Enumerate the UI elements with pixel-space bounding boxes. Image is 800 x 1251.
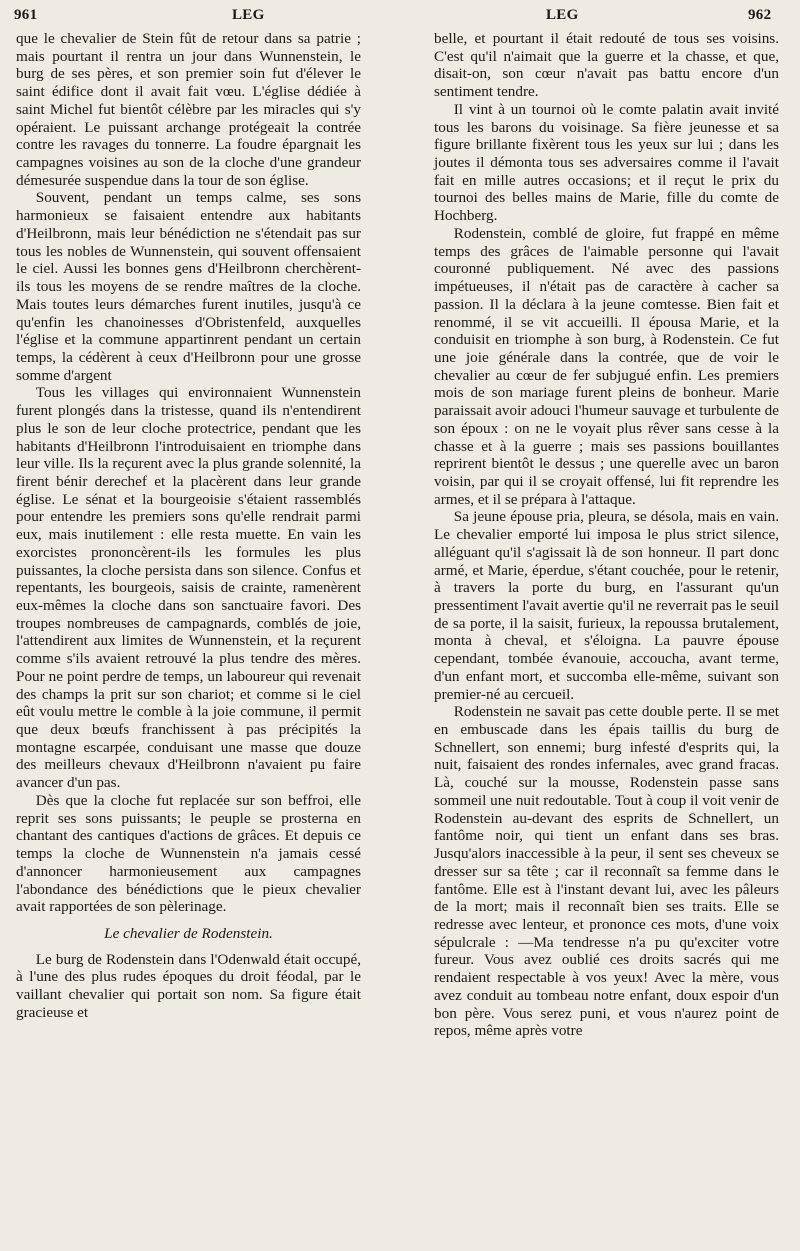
paragraph: Souvent, pendant un temps calme, ses sons harmonieux se faisaient entendre aux habitants d'Heilbronn, mais leur bénédiction ne s'étendait pas sur tous les nobles de Wunnenstein, qui souvent offensaient le ciel. Aussi les bonnes gens d'Heilbronn cherchèrent-ils tous les moyens de se rendre maîtres de la cloche. Mais toutes leurs démarches furent inutiles, jusqu'à ce qu'enfin les chanoinesses d'Obristenfeld, auxquelles l'église et la commune appartinrent pendant un certain temps, la cédèrent à ceux d'Heilbronn pour une grosse somme d'argent: [16, 189, 361, 384]
paragraph: Le burg de Rodenstein dans l'Odenwald était occupé, à l'une des plus rudes époques du droit féodal, par le vaillant chevalier qui portait son nom. Sa figure était gracieuse et: [16, 950, 361, 1021]
left-running-title: LEG: [232, 7, 265, 23]
right-running-title: LEG: [546, 7, 579, 23]
paragraph: Il vint à un tournoi où le comte palatin avait invité tous les barons du voisinage. Sa fière jeunesse et sa figure brillante fixèrent tous les yeux sur lui ; dans les joutes il démonta tous ses adversaires comme il l'avait fait en mille autres occasions; et il reçut le prix du tournoi des belles mains de Marie, fille du comte de Hochberg.: [434, 100, 779, 225]
section-heading: Le chevalier de Rodenstein.: [104, 924, 273, 942]
right-page-number: 962: [748, 7, 772, 23]
page-header: [0, 0, 800, 30]
paragraph: Rodenstein, comblé de gloire, fut frappé en même temps des grâces de l'aimable personne qui l'avait couronné publiquement. Né avec des passions impétueuses, il n'était pas de caractère à cacher sa passion. Il la déclara à la jeune comtesse. Bien fait et renommé, il se vit accueilli. Il épousa Marie, et la conduisit en triomphe à son burg, à Rodenstein. Ce fut une joie générale dans la contrée, que de voir le chevalier au cœur de fer subjugué enfin. Les premiers mois de son mariage furent pleins de bonheur. Marie paraissait avoir adouci l'humeur sauvage et turbulente de son époux : on ne le voyait plus rêver sans cesse à la chasse et à la guerre ; mais ses passions bouillantes reprirent bientôt le dessus ; une querelle avec un baron voisin, par qui il se croyait offensé, lui fit reprendre les armes, et il se prépara à l'attaque.: [434, 224, 779, 508]
paragraph: Tous les villages qui environnaient Wunnenstein furent plongés dans la tristesse, quand ils n'entendirent plus le son de leur cloche protectrice, pendant que les habitants d'Heilbronn l'introduisaient en triomphe dans leur ville. Ils la reçurent avec la plus grande solennité, la firent bénir derechef et la placèrent dans leur grande église. Le sénat et la bourgeoisie s'étaient rassemblés pour entendre les premiers sons qu'elle rendrait parmi eux, mais inutilement : elle resta muette. En vain les exorcistes prononcèrent-ils les formules les plus puissantes, la cloche persista dans son silence. Confus et repentants, les bourgeois, saisis de crainte, ramenèrent eux-mêmes la cloche dans son sanctuaire favori. Des troupes nombreuses de campagnards, comblés de joie, l'attendirent aux limites de Wunnenstein, et la reçurent comme s'ils avaient retrouvé la plus tendre des mères. Pour ne point perdre de temps, un laboureur qui revenait des champs la prit sur son chariot; et comme si le ciel eût voulu mettre le comble à la joie commune, il permit que deux bœufs franchissent à pas précipités la montagne escarpée, conduisant une masse que douze des meilleurs chevaux d'Heilbronn n'avaient pu faire avancer d'un pas.: [16, 384, 361, 792]
paragraph: que le chevalier de Stein fût de retour dans sa patrie ; mais pourtant il rentra un jour dans Wunnenstein, le burg de ses pères, et son premier soin fut d'élever le saint édifice dont il avait fait vœu. L'église dédiée à saint Michel fut bientôt célèbre par les miracles qui s'y opéraient. Le puissant archange protégeait la contrée contre les ravages du tonnerre. La foudre épargnait les campagnes voisines au son de la cloche d'une grandeur démesurée suspendue dans la tour de son église.: [16, 30, 361, 189]
paragraph: Rodenstein ne savait pas cette double perte. Il se met en embuscade dans les épais taillis du burg de Schnellert, son ennemi; burg infesté d'esprits qui, la nuit, faisaient des rondes infernales, avec grand fracas. Là, couché sur la mousse, Rodenstein passe sans sommeil une nuit redoutable. Tout à coup il voit venir de Rodenstein au-devant des esprits de Schnellert, un fantôme noir, qui tient un enfant dans ses bras. Jusqu'alors inaccessible à la peur, il sent ses cheveux se dresser sur sa tête ; car il reconnaît sa femme dans le fantôme. Elle est à l'instant devant lui, avec les pâleurs de la mort; mais il reconnaît bien ses traits. Elle se redresse avec lenteur, et prononce ces mots, d'une voix sépulcrale : —Ma tendresse n'a pu qu'exciter votre fureur. Vous avez oublié ces droits sacrés qui me rendaient respectable à vos yeux! Avec la mère, vous avez conduit au tombeau notre enfant, doux espoir d'un bon père. Vous serez puni, et vous n'aurez point de repos, même après votre: [434, 703, 779, 1040]
left-page-number: 961: [14, 7, 38, 23]
paragraph: belle, et pourtant il était redouté de tous ses voisins. C'est qu'il n'aimait que la guerre et la chasse, et que, disait-on, son cœur n'avait pas battu encore d'un sentiment tendre.: [434, 30, 779, 101]
paragraph: Sa jeune épouse pria, pleura, se désola, mais en vain. Le chevalier emporté lui imposa le plus strict silence, alléguant qu'il s'agissait là de son honneur. Il part donc armé, et Marie, éperdue, s'étant couchée, pour le retenir, à travers la porte du burg, en l'assurant qu'un pressentiment l'avait avertie qu'il ne reverrait pas le seuil de sa porte, il la saisit, furieux, la repoussa brutalement, monta à cheval, et s'éloigna. La pauvre épouse cependant, tombée évanouie, accoucha, avant terme, d'un enfant mort, et succomba elle-même, suivant son premier-né au cercueil.: [434, 508, 779, 703]
paragraph: Dès que la cloche fut replacée sur son beffroi, elle reprit ses sons puissants; le peuple se prosterna en chantant des cantiques d'actions de grâces. Et depuis ce temps la cloche de Wunnenstein n'a jamais cessé d'annoncer harmonieusement aux campagnes l'abondance des bénédictions que le pieux chevalier avait rapportées de son pèlerinage.: [16, 791, 361, 916]
right-column: [434, 30, 779, 1040]
left-column: [16, 30, 361, 1022]
